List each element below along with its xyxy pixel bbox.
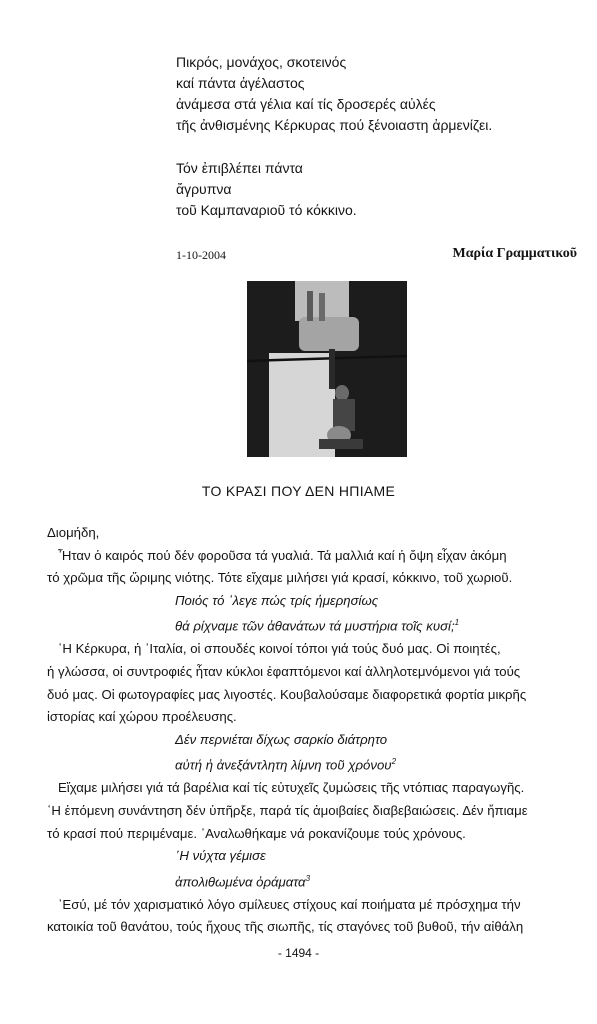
poem-line: Τόν ἐπιβλέπει πάντα <box>176 160 303 176</box>
paragraph-line: τό χρῶμα τῆς ὥριμης νιότης. Τότε εἴχαμε μιλήσει γιά κρασί, κόκκινο, τοῦ χωριοῦ. <box>47 570 513 586</box>
article-body <box>47 522 577 939</box>
footnote-mark: 2 <box>391 757 397 767</box>
footnote-mark: 1 <box>454 618 460 628</box>
signature-author: Μαρία Γραμματικοῦ <box>452 246 577 261</box>
article-title: ΤΟ ΚΡΑΣΙ ΠΟΥ ΔΕΝ ΗΠΙΑΜΕ <box>201 483 396 499</box>
paragraph-line: δυό μας. Οἱ φωτογραφίες μας λιγοστές. Κουβαλούσαμε διαφορετικά φορτία μικρῆς <box>47 686 527 702</box>
poem-line: τῆς ἀνθισμένης Κέρκυρας πού ξένοιαστη ἀρμενίζει. <box>176 117 493 133</box>
poem <box>176 52 492 221</box>
quote-line: Δέν περνιέται δίχως σαρκίο διάτρητο <box>175 731 388 747</box>
poem-line: τοῦ Καμπαναριοῦ τό κόκκινο. <box>176 202 357 218</box>
quote-line <box>47 612 577 638</box>
poem-line: Πικρός, μονάχος, σκοτεινός <box>176 54 347 70</box>
paragraph-line: Εἴχαμε μιλήσει γιά τά βαρέλια καί τίς εὐτυχεῖς ζυμώσεις τῆς ντόπιας παραγωγῆς. <box>58 780 525 796</box>
quote-line: ῾Η νύχτα γέμισε <box>175 848 266 864</box>
paragraph-line: κατοικία τοῦ θανάτου, τούς ἤχους τῆς σιωπῆς, τίς σταγόνες τοῦ βυθοῦ, τήν αἰθάλη <box>47 919 524 935</box>
quote-line: Ποιός τό ᾿λεγε πώς τρίς ἡμερησίως <box>175 592 379 608</box>
page-number: - 1494 - <box>277 946 320 960</box>
paragraph-line: τό κρασί πού περιμέναμε. ᾿Αναλωθήκαμε νά ροκανίζουμε τούς χρόνους. <box>47 825 466 841</box>
poem-line: ἀνάμεσα στά γέλια καί τίς δροσερές αὐλές <box>176 96 436 112</box>
paragraph-line: Ἦταν ὁ καιρός πού δέν φοροῦσα τά γυαλιά. Τά μαλλιά καί ἡ ὄψη εἶχαν ἀκόμη <box>58 547 507 563</box>
footnote-mark: 3 <box>305 873 311 883</box>
salutation: Διομήδη, <box>47 525 100 540</box>
stanza-break <box>176 136 492 158</box>
poem-line: ἄγρυπνα <box>176 181 232 197</box>
paragraph-line: ᾿Εσύ, μέ τόν χαρισματικό λόγο σμίλευες στίχους καί ποιήματα μέ πρόσχημα τήν <box>58 896 521 912</box>
quote-line <box>47 751 577 777</box>
illustration-image <box>247 281 407 457</box>
paragraph-line: ἡ γλώσσα, οἱ συντροφιές ἦταν κύκλοι ἐφαπτόμενοι καί ἀλληλοτεμνόμενοι γιά τούς <box>47 663 521 679</box>
signature-date: 1-10-2004 <box>176 248 226 262</box>
quote-text: αὐτή ἡ ἀνεξάντλητη λίμνη τοῦ χρόνου <box>175 757 392 773</box>
paragraph-line: ῾Η Κέρκυρα, ἡ ᾿Ιταλία, οἱ σπουδές κοινοί τόποι γιά τούς δυό μας. Οἱ ποιητές, <box>58 641 501 657</box>
illustration-graphic <box>247 281 407 457</box>
quote-text: ἀπολιθωμένα ὁράματα <box>175 874 306 890</box>
paragraph-line: ἱστορίας καί χώρου προέλευσης. <box>47 709 237 725</box>
paragraph-line: ῾Η ἑπόμενη συνάντηση δέν ὑπῆρξε, παρά τίς ἀμοιβαίες διαβεβαιώσεις. Δέν ἤπιαμε <box>47 802 528 818</box>
quote-line <box>47 868 577 894</box>
quote-text: θά ρίχναμε τῶν ἀθανάτων τά μυστήρια τοῖς κυσί; <box>175 618 455 634</box>
poem-line: καί πάντα ἀγέλαστος <box>176 75 305 91</box>
